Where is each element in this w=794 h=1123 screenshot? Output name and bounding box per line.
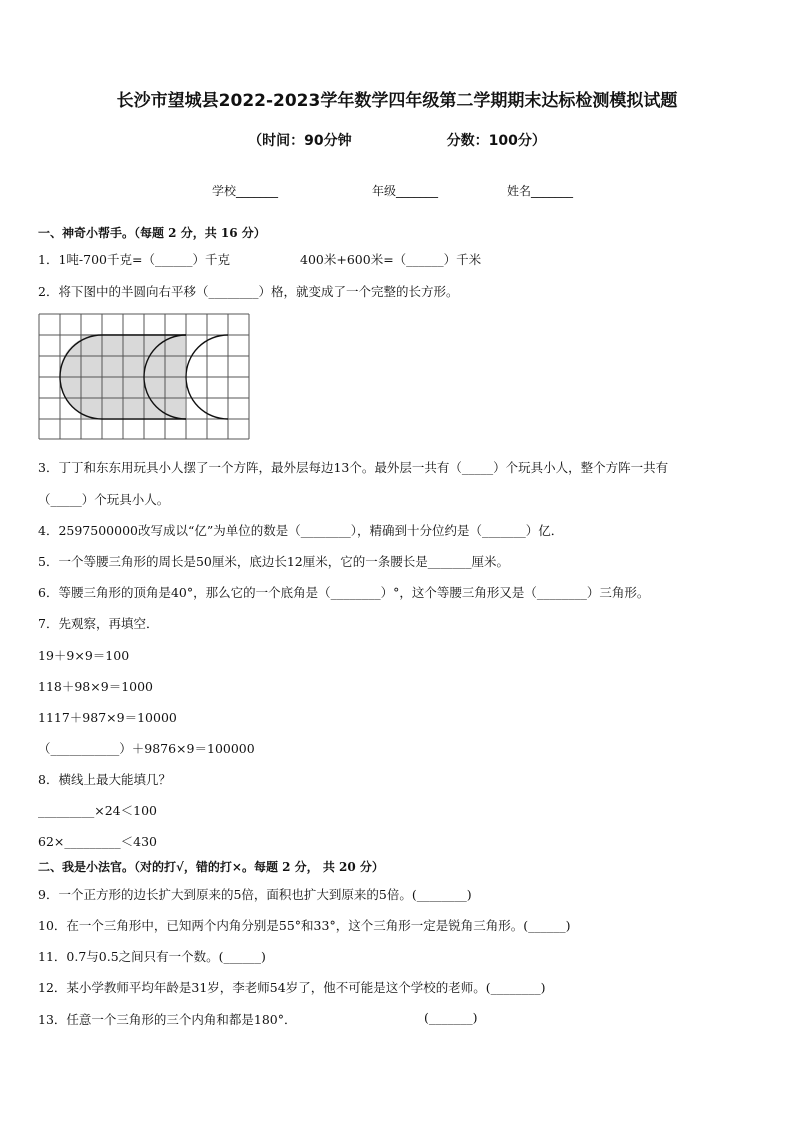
equation-line: 118＋98×9＝1000 bbox=[38, 679, 154, 694]
answer-blank[interactable]: (_______) bbox=[424, 1010, 478, 1025]
exam-time: （时间：90分钟 bbox=[248, 133, 352, 149]
question-7: 7．先观察，再填空． bbox=[38, 616, 159, 631]
question-11: 11．0.7与0.5之间只有一个数。(______) bbox=[38, 949, 266, 964]
exam-meta bbox=[0, 130, 794, 150]
question-3a: 3．丁丁和东东用玩具小人摆了一个方阵，最外层每边13个。最外层一共有（_____）个玩具小人，整个方阵一共有 bbox=[38, 460, 669, 475]
equation-line: 19＋9×9＝100 bbox=[38, 648, 130, 663]
question-1b: 400米+600米=（______）千米 bbox=[300, 252, 482, 267]
section-1-heading: 一、神奇小帮手。（每题 2 分，共 16 分） bbox=[38, 226, 266, 240]
question-8: 8．横线上最大能填几？ bbox=[38, 772, 171, 787]
question-12: 12．某小学教师平均年龄是31岁，李老师54岁了，他不可能是这个学校的老师。(________) bbox=[38, 980, 546, 995]
inequality-line: 62×_________＜430 bbox=[38, 834, 157, 849]
question-2: 2．将下图中的半圆向右平移（________）格，就变成了一个完整的长方形。 bbox=[38, 284, 459, 299]
equation-line: （___________）＋9876×9＝100000 bbox=[38, 741, 255, 756]
question-4: 4．2597500000改写成以“亿”为单位的数是（________），精确到十分位约是（_______）亿． bbox=[38, 523, 564, 538]
question-1a: 1．1吨-700千克=（______）千克 bbox=[38, 252, 230, 267]
equation-line: 1117＋987×9＝10000 bbox=[38, 710, 177, 725]
question-6: 6．等腰三角形的顶角是40°，那么它的一个底角是（________）°，这个等腰三角形又是（________）三角形。 bbox=[38, 585, 650, 600]
page-title: 长沙市望城县2022-2023学年数学四年级第二学期期末达标检测模拟试题 bbox=[116, 91, 678, 111]
section-2-heading: 二、我是小法官。（对的打√，错的打×。每题 2 分， 共 20 分） bbox=[38, 860, 384, 874]
grade-field[interactable]: 年级_______ bbox=[372, 184, 439, 198]
question-9: 9．一个正方形的边长扩大到原来的5倍，面积也扩大到原来的5倍。(________) bbox=[38, 887, 472, 902]
inequality-line: _________×24＜100 bbox=[38, 803, 157, 818]
question-13: 13．任意一个三角形的三个内角和都是180°． bbox=[38, 1012, 297, 1027]
semicircle-grid-figure bbox=[38, 313, 252, 441]
question-10: 10．在一个三角形中，已知两个内角分别是55°和33°，这个三角形一定是锐角三角形。(______) bbox=[38, 918, 571, 933]
exam-score: 分数：100分） bbox=[446, 133, 546, 149]
name-field[interactable]: 姓名_______ bbox=[507, 184, 574, 198]
question-3b: （_____）个玩具小人。 bbox=[38, 492, 170, 507]
school-field[interactable]: 学校_______ bbox=[212, 184, 279, 198]
question-5: 5．一个等腰三角形的周长是50厘米，底边长12厘米，它的一条腰长是_______厘米。 bbox=[38, 554, 510, 569]
